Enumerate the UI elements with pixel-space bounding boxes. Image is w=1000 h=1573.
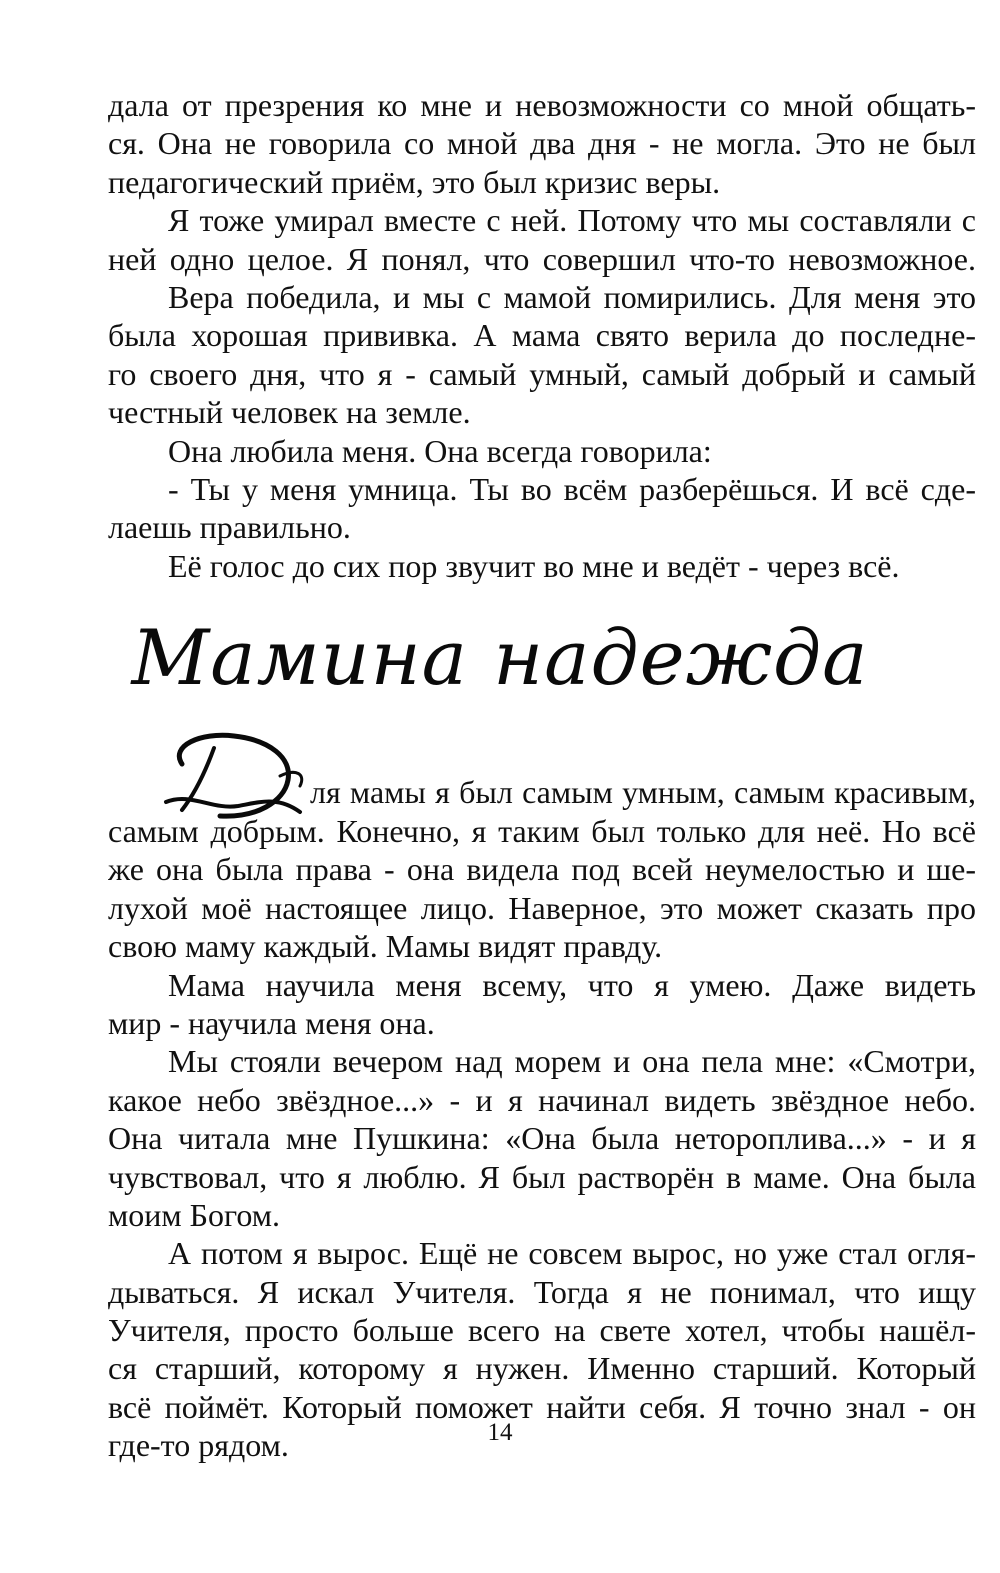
text-line: Мы стояли вечером над морем и она пела мне: «Смотри, [168, 1043, 976, 1080]
text-line: всё поймёт. Который поможет найти себя. Я точно знал - он [108, 1388, 976, 1425]
text-line: дываться. Я искал Учителя. Тогда я не понимал, что ищу [108, 1273, 976, 1310]
page-number: 14 [487, 1419, 513, 1446]
text-line: А потом я вырос. Ещё не совсем вырос, но уже стал огля- [168, 1235, 976, 1272]
text-line: Вера победила, и мы с мамой помирились. Для меня это [168, 278, 976, 315]
text-line: мир - научила меня она. [108, 1004, 435, 1041]
text-line: Она любила меня. Она всегда говорила: [168, 432, 712, 469]
text-line: честный человек на земле. [108, 394, 471, 431]
section-title: Мамина надежда [131, 613, 869, 702]
text-line: моим Богом. [108, 1196, 280, 1233]
text-line: Я тоже умирал вместе с ней. Потому что мы составляли с [168, 202, 976, 239]
text-line: ся старший, которому я нужен. Именно старший. Который [108, 1350, 976, 1387]
text-line: лухой моё настоящее лицо. Наверное, это может сказать про [108, 889, 976, 926]
text-line: какое небо звёздное...» - и я начинал видеть звёздное небо. [108, 1081, 976, 1118]
text-line: Мама научила меня всему, что я умею. Даже видеть [168, 966, 976, 1003]
section-text-block [108, 812, 976, 1465]
text-line: ся. Она не говорила со мной два дня - не могла. Это не был [108, 125, 976, 162]
text-line: дала от презрения ко мне и невозможности со мной общать- [108, 87, 976, 123]
text-line: Учителя, просто больше всего на свете хотел, чтобы нашёл- [108, 1312, 976, 1349]
text-line: педагогический приём, это был кризис веры. [108, 163, 721, 200]
text-line: Её голос до сих пор звучит во мне и ведёт - через всё. [168, 547, 900, 584]
text-line: же она была права - она видела под всей неумелостью и ше- [108, 851, 976, 888]
text-line: самым добрым. Конечно, я таким был только для неё. Но всё [108, 813, 976, 849]
text-line: свою маму каждый. Мамы видят правду. [108, 928, 663, 965]
drop-cap-letter [310, 720, 311, 721]
text-line: го своего дня, что я - самый умный, самый добрый и самый [108, 355, 976, 392]
top-text-block [108, 86, 976, 585]
text-line: где-то рядом. [108, 1427, 289, 1464]
text-line: ней одно целое. Я понял, что совершил что-то невозможное. [108, 240, 976, 277]
text-line: лаешь правильно. [108, 509, 351, 546]
text-line: - Ты у меня умница. Ты во всём разберёшься. И всё сде- [168, 470, 976, 507]
text-line: была хорошая прививка. А мама свято верила до последне- [108, 317, 976, 354]
text-line: Она читала мне Пушкина: «Она была нетороплива...» - и я [108, 1120, 976, 1157]
dropcap-first-line: ля мамы я был самым умным, самым красивым, [310, 774, 976, 810]
text-line: чувствовал, что я люблю. Я был растворён в маме. Она была [108, 1158, 976, 1195]
